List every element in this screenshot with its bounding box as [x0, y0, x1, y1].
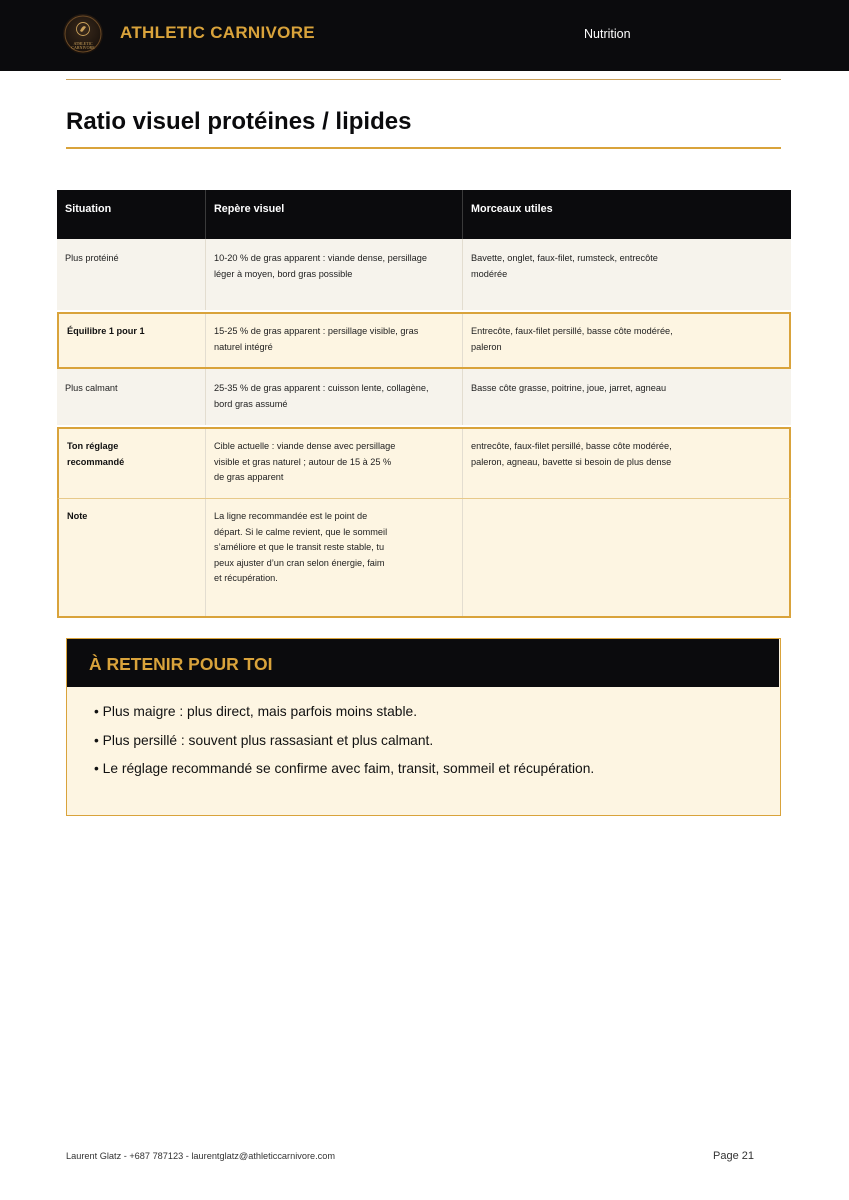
cell-morceaux: [463, 499, 789, 616]
table-header-row: [57, 190, 791, 239]
brand-logo: [63, 14, 103, 54]
cell-morceaux-text: Entrecôte, faux-filet persillé, basse côte modérée, paleron: [471, 326, 673, 352]
cell-morceaux: [463, 314, 789, 367]
section-name: Nutrition: [584, 27, 631, 41]
logo-text-line1: ATHLETIC: [73, 41, 93, 46]
header-situation: Situation: [57, 190, 206, 239]
cell-morceaux: [463, 429, 789, 498]
cell-repere-text: 10-20 % de gras apparent : viande dense, persillage léger à moyen, bord gras possible: [214, 253, 427, 279]
divider-top: [66, 79, 781, 80]
cell-morceaux-text: entrecôte, faux-filet persillé, basse côte modérée, paleron, agneau, bavette si besoin de plus dense: [471, 441, 672, 467]
table-row: [57, 239, 791, 312]
logo-text-line2: CARNIVORE: [71, 45, 95, 50]
cell-situation-text: Ton réglage recommandé: [67, 441, 125, 467]
table-row: [57, 369, 791, 427]
cell-repere-text: La ligne recommandée est le point de départ. Si le calme revient, que le sommeil s’améliore et que le transit reste stable, tu peux ajuster d’un cran selon énergie, faim et récupération.: [214, 511, 388, 583]
brand-name: ATHLETIC CARNIVORE: [120, 23, 315, 42]
cell-repere: [206, 239, 463, 310]
cell-repere: [206, 429, 463, 498]
cell-repere-text: 15-25 % de gras apparent : persillage visible, gras naturel intégré: [214, 326, 419, 352]
cell-morceaux-text: Basse côte grasse, poitrine, joue, jarret, agneau: [471, 383, 667, 393]
page-title: Ratio visuel protéines / lipides: [66, 108, 412, 135]
list-item: • Plus persillé : souvent plus rassasiant et plus calmant.: [94, 732, 594, 749]
cell-repere-text: Cible actuelle : viande dense avec persillage visible et gras naturel ; autour de 15 à 25 % de gras apparent: [214, 441, 396, 482]
retenir-callout: [66, 638, 781, 816]
cell-situation: Note: [59, 499, 206, 616]
callout-title: À RETENIR POUR TOI: [89, 654, 273, 674]
cell-situation: Plus calmant: [57, 369, 206, 425]
footer-contact: Laurent Glatz - +687 787123 - laurentglatz@athleticcarnivore.com: [66, 1151, 336, 1161]
header-morceaux-utiles: Morceaux utiles: [471, 203, 553, 215]
table-row-recommended: [57, 427, 791, 499]
cell-repere: [206, 499, 463, 616]
cell-repere: [206, 314, 463, 367]
table-row-note: [57, 499, 791, 618]
cell-situation: [59, 429, 206, 498]
cell-morceaux: [463, 239, 791, 310]
list-item: • Le réglage recommandé se confirme avec faim, transit, sommeil et récupération.: [94, 760, 594, 777]
cell-situation: Plus protéiné: [57, 239, 206, 310]
list-item: • Plus maigre : plus direct, mais parfois moins stable.: [94, 703, 594, 720]
header-bar: [0, 0, 849, 71]
table-row-highlighted: [57, 312, 791, 369]
title-divider: [66, 147, 781, 149]
page-number: Page 21: [713, 1150, 754, 1162]
callout-header: [67, 639, 779, 687]
ratio-table: [57, 190, 791, 618]
cell-situation: Équilibre 1 pour 1: [59, 314, 206, 367]
cell-repere: [206, 369, 463, 425]
cell-repere-text: 25-35 % de gras apparent : cuisson lente, collagène, bord gras assumé: [214, 383, 429, 409]
header-repere-visuel: Repère visuel: [206, 190, 463, 239]
cell-morceaux-text: Bavette, onglet, faux-filet, rumsteck, entrecôte modérée: [471, 253, 658, 279]
cell-morceaux: [463, 369, 791, 425]
callout-list: [94, 703, 594, 789]
